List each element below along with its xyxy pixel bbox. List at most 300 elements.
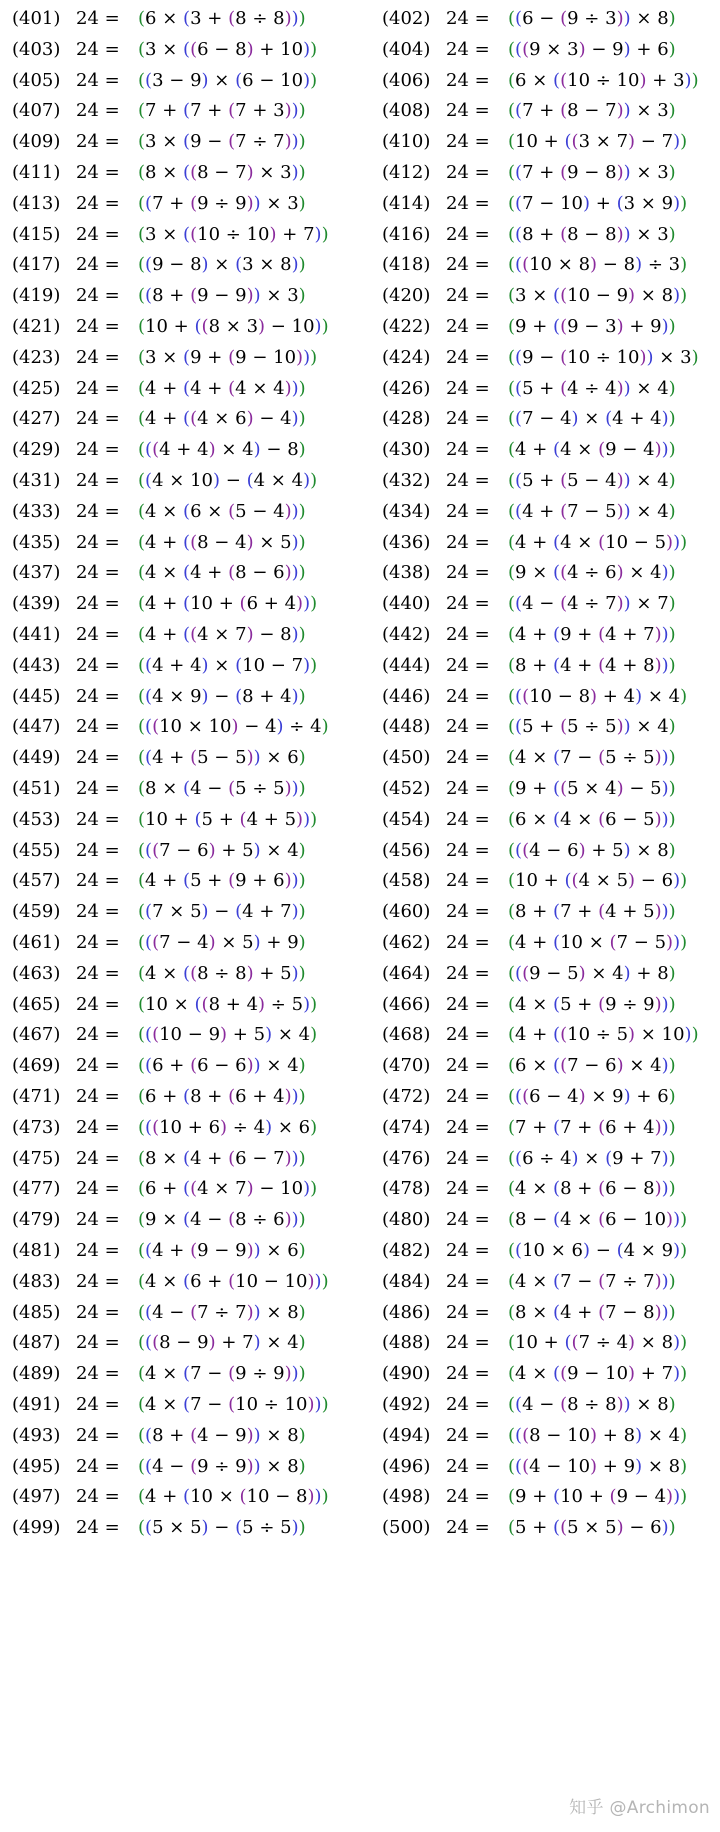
equation-lhs: 24 =: [76, 38, 120, 60]
equation-number: (442): [382, 624, 431, 645]
equation-expression: (((4 + 4) × 4) − 8): [138, 439, 306, 461]
equation-lhs: 24 =: [446, 778, 490, 799]
equation-number: (477): [12, 1178, 61, 1200]
equation-expression: (4 × (7 − (9 ÷ 9))): [138, 1363, 306, 1385]
equation-lhs: 24 =: [76, 377, 120, 399]
equation-expression: (3 × ((10 − 9) × 8)): [508, 285, 688, 307]
equation-expression: ((7 − 10) + (3 × 9)): [508, 192, 688, 214]
equation-number: (499): [12, 1517, 61, 1539]
equation-number: (465): [12, 993, 61, 1015]
equation-lhs: 24 =: [446, 1363, 490, 1385]
equation-lhs: 24 =: [446, 162, 490, 183]
equation-lhs: 24 =: [76, 69, 120, 91]
equation-expression: (((4 − 6) + 5) × 8): [508, 839, 676, 861]
equation-lhs: 24 =: [446, 531, 490, 553]
equation-number: (479): [12, 1209, 61, 1231]
equation-expression: (7 + (7 + (6 + 4))): [508, 1116, 676, 1138]
equation-lhs: 24 =: [76, 162, 120, 183]
equation-number: (475): [12, 1147, 61, 1169]
equation-lhs: 24 =: [76, 346, 120, 368]
equation-lhs: 24 =: [446, 808, 490, 830]
equation-expression: (10 × ((8 + 4) ÷ 5)): [138, 993, 318, 1015]
equation-lhs: 24 =: [76, 654, 120, 676]
watermark: 知乎 @Archimon: [569, 1798, 710, 1818]
equation-number: (481): [12, 1240, 61, 1261]
equation-lhs: 24 =: [446, 254, 490, 276]
equation-lhs: 24 =: [76, 562, 120, 584]
equation-lhs: 24 =: [446, 932, 490, 953]
equation-number: (451): [12, 778, 61, 799]
equation-number: (444): [382, 654, 431, 676]
equation-expression: (((6 − 4) × 9) + 6): [508, 1086, 676, 1107]
equation-number: (470): [382, 1055, 431, 1077]
equation-lhs: 24 =: [446, 38, 490, 60]
equation-number: (476): [382, 1147, 431, 1169]
equation-expression: (4 + ((4 × 7) − 8)): [138, 624, 306, 645]
equation-expression: ((8 + (4 − 9)) × 8): [138, 1424, 306, 1446]
equation-expression: (4 + (10 × (7 − 5))): [508, 932, 688, 953]
equation-lhs: 24 =: [76, 408, 120, 430]
equation-expression: (((4 − 10) + 9) × 8): [508, 1455, 688, 1477]
equation-lhs: 24 =: [446, 1301, 490, 1323]
equation-expression: (((7 − 4) × 5) + 9): [138, 932, 306, 953]
equation-expression: (4 + (4 × (10 − 5))): [508, 531, 688, 553]
equation-lhs: 24 =: [446, 962, 490, 984]
equation-expression: (4 + (4 × (9 − 4))): [508, 439, 676, 461]
equation-number: (423): [12, 346, 61, 368]
equation-number: (492): [382, 1394, 431, 1415]
equation-number: (491): [12, 1394, 61, 1415]
equation-number: (459): [12, 901, 61, 923]
equation-number: (430): [382, 439, 431, 461]
equation-expression: ((6 + (6 − 6)) × 4): [138, 1055, 306, 1077]
equation-lhs: 24 =: [76, 223, 120, 245]
equation-expression: ((6 ÷ 4) × (9 + 7)): [508, 1147, 676, 1169]
equation-lhs: 24 =: [76, 1363, 120, 1385]
equation-number: (462): [382, 932, 431, 953]
equation-expression: (10 + (5 + (4 + 5))): [138, 808, 318, 830]
equation-number: (403): [12, 38, 61, 60]
equation-expression: (8 × ((8 − 7) × 3)): [138, 162, 306, 183]
equation-lhs: 24 =: [76, 285, 120, 307]
equation-number: (449): [12, 747, 61, 769]
equation-lhs: 24 =: [446, 1270, 490, 1292]
equation-expression: (4 + ((8 − 4) × 5)): [138, 531, 306, 553]
equation-number: (439): [12, 593, 61, 615]
equation-expression: (6 + (8 + (6 + 4))): [138, 1086, 306, 1107]
equation-expression: (8 × (4 + (7 − 8))): [508, 1301, 676, 1323]
equation-expression: (10 + ((8 × 3) − 10)): [138, 316, 329, 337]
equation-lhs: 24 =: [76, 8, 120, 29]
equation-expression: ((5 × 5) − (5 ÷ 5)): [138, 1517, 306, 1539]
equation-expression: (((10 + 6) ÷ 4) × 6): [138, 1116, 318, 1138]
equation-lhs: 24 =: [446, 131, 490, 153]
equation-expression: (((9 × 3) − 9) + 6): [508, 38, 676, 60]
equation-lhs: 24 =: [76, 1055, 120, 1077]
equation-lhs: 24 =: [446, 1116, 490, 1138]
equation-number: (419): [12, 285, 61, 307]
equation-lhs: 24 =: [76, 1486, 120, 1508]
equation-expression: ((8 + (9 − 9)) × 3): [138, 285, 306, 307]
equation-number: (416): [382, 223, 431, 245]
equation-expression: (4 × (6 × (5 − 4))): [138, 500, 306, 522]
equation-number: (418): [382, 254, 431, 276]
equation-number: (478): [382, 1178, 431, 1200]
equation-expression: (4 × (7 − (10 ÷ 10))): [138, 1394, 329, 1415]
equation-expression: (3 × ((6 − 8) + 10)): [138, 38, 318, 60]
equation-number: (498): [382, 1486, 431, 1508]
equation-number: (469): [12, 1055, 61, 1077]
equation-number: (429): [12, 439, 61, 461]
equation-lhs: 24 =: [76, 470, 120, 491]
equation-number: (500): [382, 1517, 431, 1539]
equation-lhs: 24 =: [76, 100, 120, 122]
equation-number: (456): [382, 839, 431, 861]
equation-number: (460): [382, 901, 431, 923]
equation-lhs: 24 =: [76, 1209, 120, 1231]
equation-expression: (8 + (7 + (4 + 5))): [508, 901, 676, 923]
equation-number: (472): [382, 1086, 431, 1107]
equation-number: (464): [382, 962, 431, 984]
equation-expression: (((10 − 8) + 4) × 4): [508, 685, 688, 707]
equation-number: (412): [382, 162, 431, 183]
equation-lhs: 24 =: [76, 500, 120, 522]
equation-lhs: 24 =: [76, 932, 120, 953]
equation-expression: ((7 + (8 − 7)) × 3): [508, 100, 676, 122]
equation-lhs: 24 =: [446, 223, 490, 245]
equation-expression: (((7 − 6) + 5) × 4): [138, 839, 306, 861]
equation-lhs: 24 =: [446, 1455, 490, 1477]
equation-number: (408): [382, 100, 431, 122]
equation-lhs: 24 =: [76, 1147, 120, 1169]
equation-lhs: 24 =: [446, 192, 490, 214]
equation-lhs: 24 =: [446, 654, 490, 676]
equation-lhs: 24 =: [446, 316, 490, 337]
equation-expression: ((8 + (8 − 8)) × 3): [508, 223, 676, 245]
equation-number: (432): [382, 470, 431, 491]
equation-number: (455): [12, 839, 61, 861]
equation-expression: (((9 − 5) × 4) + 8): [508, 962, 676, 984]
equation-lhs: 24 =: [446, 1240, 490, 1261]
equation-lhs: 24 =: [76, 1332, 120, 1354]
equation-lhs: 24 =: [446, 1517, 490, 1539]
equation-lhs: 24 =: [446, 1424, 490, 1446]
equation-number: (415): [12, 223, 61, 245]
equation-expression: ((7 + (9 ÷ 9)) × 3): [138, 192, 306, 214]
equation-lhs: 24 =: [76, 624, 120, 645]
equation-expression: ((4 + (7 − 5)) × 4): [508, 500, 676, 522]
equation-expression: (3 × ((10 ÷ 10) + 7)): [138, 223, 329, 245]
equation-number: (435): [12, 531, 61, 553]
equation-lhs: 24 =: [76, 716, 120, 738]
equation-lhs: 24 =: [76, 439, 120, 461]
equation-lhs: 24 =: [76, 1178, 120, 1200]
equation-number: (496): [382, 1455, 431, 1477]
equation-number: (450): [382, 747, 431, 769]
equation-number: (405): [12, 69, 61, 91]
equation-lhs: 24 =: [446, 716, 490, 738]
equation-lhs: 24 =: [446, 1178, 490, 1200]
equation-lhs: 24 =: [446, 593, 490, 615]
equation-expression: (8 − (4 × (6 − 10))): [508, 1209, 688, 1231]
equation-number: (434): [382, 500, 431, 522]
equation-lhs: 24 =: [76, 1240, 120, 1261]
equation-expression: (4 + (9 + (4 + 7))): [508, 624, 676, 645]
equation-number: (483): [12, 1270, 61, 1292]
equation-number: (493): [12, 1424, 61, 1446]
equation-lhs: 24 =: [76, 993, 120, 1015]
equation-expression: (4 × (8 + (6 − 8))): [508, 1178, 676, 1200]
equation-lhs: 24 =: [446, 839, 490, 861]
equation-expression: (8 × (4 − (5 ÷ 5))): [138, 778, 306, 799]
equation-number: (480): [382, 1209, 431, 1231]
equation-expression: (((8 − 9) + 7) × 4): [138, 1332, 306, 1354]
equation-number: (421): [12, 316, 61, 337]
equation-lhs: 24 =: [76, 1455, 120, 1477]
equation-number: (484): [382, 1270, 431, 1292]
equation-lhs: 24 =: [446, 685, 490, 707]
equation-number: (427): [12, 408, 61, 430]
equation-lhs: 24 =: [76, 685, 120, 707]
equation-number: (409): [12, 131, 61, 153]
equation-lhs: 24 =: [76, 131, 120, 153]
equation-expression: (9 + (10 + (9 − 4))): [508, 1486, 688, 1508]
equation-expression: ((5 + (5 ÷ 5)) × 4): [508, 716, 676, 738]
equation-expression: ((5 + (5 − 4)) × 4): [508, 470, 676, 491]
equation-number: (411): [12, 162, 61, 183]
equation-lhs: 24 =: [76, 593, 120, 615]
equation-lhs: 24 =: [446, 1055, 490, 1077]
equation-expression: ((4 × 10) − (4 × 4)): [138, 470, 318, 491]
equation-expression: (10 + ((3 × 7) − 7)): [508, 131, 688, 153]
equation-lhs: 24 =: [446, 624, 490, 645]
equation-number: (407): [12, 100, 61, 122]
equation-expression: (4 × (7 − (7 ÷ 7))): [508, 1270, 676, 1292]
equation-expression: (((10 × 10) − 4) ÷ 4): [138, 716, 329, 738]
equation-expression: (6 + ((4 × 7) − 10)): [138, 1178, 318, 1200]
equation-number: (406): [382, 69, 431, 91]
equation-lhs: 24 =: [76, 1394, 120, 1415]
equation-number: (438): [382, 562, 431, 584]
equation-number: (489): [12, 1363, 61, 1385]
equation-lhs: 24 =: [76, 901, 120, 923]
equation-expression: (4 × (6 + (10 − 10))): [138, 1270, 329, 1292]
equation-number: (443): [12, 654, 61, 676]
equation-expression: ((7 + (9 − 8)) × 3): [508, 162, 676, 183]
equation-lhs: 24 =: [446, 69, 490, 91]
equation-lhs: 24 =: [76, 192, 120, 214]
equation-expression: ((4 − (7 ÷ 7)) × 8): [138, 1301, 306, 1323]
equation-lhs: 24 =: [446, 377, 490, 399]
equation-expression: (9 × ((4 ÷ 6) × 4)): [508, 562, 676, 584]
equation-number: (420): [382, 285, 431, 307]
equation-number: (487): [12, 1332, 61, 1354]
equation-number: (486): [382, 1301, 431, 1323]
equation-expression: ((7 − 4) × (4 + 4)): [508, 408, 676, 430]
equation-number: (424): [382, 346, 431, 368]
equation-lhs: 24 =: [446, 1086, 490, 1107]
equation-lhs: 24 =: [446, 870, 490, 892]
equation-lhs: 24 =: [446, 993, 490, 1015]
equation-lhs: 24 =: [446, 1147, 490, 1169]
equation-number: (446): [382, 685, 431, 707]
equation-expression: (6 × (4 × (6 − 5))): [508, 808, 676, 830]
equation-lhs: 24 =: [76, 839, 120, 861]
equation-expression: (6 × ((7 − 6) × 4)): [508, 1055, 676, 1077]
equation-number: (401): [12, 8, 61, 29]
equation-lhs: 24 =: [446, 1332, 490, 1354]
equation-number: (417): [12, 254, 61, 276]
equation-lhs: 24 =: [76, 778, 120, 799]
equation-expression: ((4 × 9) − (8 + 4)): [138, 685, 306, 707]
equation-number: (425): [12, 377, 61, 399]
equation-expression: ((9 − (10 ÷ 10)) × 3): [508, 346, 699, 368]
equation-expression: ((4 + (5 − 5)) × 6): [138, 747, 306, 769]
equation-lhs: 24 =: [446, 1209, 490, 1231]
equation-expression: (4 + (10 + (6 + 4))): [138, 593, 318, 615]
equation-lhs: 24 =: [76, 316, 120, 337]
equation-expression: (8 × (4 + (6 − 7))): [138, 1147, 306, 1169]
equation-number: (437): [12, 562, 61, 584]
equation-number: (473): [12, 1116, 61, 1138]
equation-number: (497): [12, 1486, 61, 1508]
equation-number: (457): [12, 870, 61, 892]
equation-expression: (8 + (4 + (4 + 8))): [508, 654, 676, 676]
equation-lhs: 24 =: [76, 1517, 120, 1539]
equation-number: (404): [382, 38, 431, 60]
equation-lhs: 24 =: [76, 1270, 120, 1292]
equation-lhs: 24 =: [76, 254, 120, 276]
equation-lhs: 24 =: [446, 346, 490, 368]
equation-number: (463): [12, 962, 61, 984]
equation-expression: (4 + ((10 ÷ 5) × 10)): [508, 1024, 699, 1046]
equation-expression: (3 × (9 − (7 ÷ 7))): [138, 131, 306, 153]
equation-number: (433): [12, 500, 61, 522]
equation-expression: (10 + ((4 × 5) − 6)): [508, 870, 688, 892]
equation-expression: ((9 − 8) × (3 × 8)): [138, 254, 306, 276]
equation-expression: (4 × (7 − (5 ÷ 5))): [508, 747, 676, 769]
equation-lhs: 24 =: [76, 531, 120, 553]
equation-lhs: 24 =: [76, 1086, 120, 1107]
equation-lhs: 24 =: [76, 1301, 120, 1323]
equation-lhs: 24 =: [76, 870, 120, 892]
equation-number: (488): [382, 1332, 431, 1354]
equation-lhs: 24 =: [76, 1424, 120, 1446]
equation-number: (426): [382, 377, 431, 399]
equation-number: (413): [12, 192, 61, 214]
equation-expression: (4 + (10 × (10 − 8))): [138, 1486, 329, 1508]
equation-expression: ((3 − 9) × (6 − 10)): [138, 69, 318, 91]
equation-number: (494): [382, 1424, 431, 1446]
equation-expression: ((4 − (4 ÷ 7)) × 7): [508, 593, 676, 615]
equation-expression: (10 + ((7 ÷ 4) × 8)): [508, 1332, 688, 1354]
equation-number: (490): [382, 1363, 431, 1385]
equation-number: (414): [382, 192, 431, 214]
equation-lhs: 24 =: [76, 808, 120, 830]
equation-number: (485): [12, 1301, 61, 1323]
equation-lhs: 24 =: [76, 1024, 120, 1046]
equation-number: (448): [382, 716, 431, 738]
equation-number: (466): [382, 993, 431, 1015]
equation-number: (461): [12, 932, 61, 953]
equation-lhs: 24 =: [76, 1116, 120, 1138]
equation-expression: (4 + ((4 × 6) − 4)): [138, 408, 306, 430]
equation-expression: ((5 + (4 ÷ 4)) × 4): [508, 377, 676, 399]
equation-expression: (((10 − 9) + 5) × 4): [138, 1024, 318, 1046]
equation-number: (447): [12, 716, 61, 738]
equation-number: (410): [382, 131, 431, 153]
equation-expression: (4 + (5 + (9 + 6))): [138, 870, 306, 892]
equation-expression: ((4 − (9 ÷ 9)) × 8): [138, 1455, 306, 1477]
equation-expression: (9 + ((9 − 3) + 9)): [508, 316, 676, 337]
equation-expression: (9 + ((5 × 4) − 5)): [508, 778, 676, 799]
equation-expression: ((6 − (9 ÷ 3)) × 8): [508, 8, 676, 29]
equation-number: (431): [12, 470, 61, 491]
equation-number: (453): [12, 808, 61, 830]
equation-number: (440): [382, 593, 431, 615]
equation-number: (482): [382, 1240, 431, 1261]
equation-lhs: 24 =: [76, 747, 120, 769]
equation-lhs: 24 =: [446, 439, 490, 461]
equation-number: (402): [382, 8, 431, 29]
equation-expression: (7 + (7 + (7 + 3))): [138, 100, 306, 122]
equation-lhs: 24 =: [446, 408, 490, 430]
equation-number: (454): [382, 808, 431, 830]
equation-lhs: 24 =: [446, 8, 490, 29]
equation-expression: (4 × ((8 ÷ 8) + 5)): [138, 962, 306, 984]
equation-lhs: 24 =: [446, 470, 490, 491]
equation-expression: ((4 + (9 − 9)) × 6): [138, 1240, 306, 1261]
equation-lhs: 24 =: [446, 1394, 490, 1415]
equation-expression: (6 × ((10 ÷ 10) + 3)): [508, 69, 699, 91]
equation-number: (495): [12, 1455, 61, 1477]
equation-expression: (((8 − 10) + 8) × 4): [508, 1424, 688, 1446]
equation-expression: (4 × (5 + (9 ÷ 9))): [508, 993, 676, 1015]
equation-expression: (4 × ((9 − 10) + 7)): [508, 1363, 688, 1385]
equation-expression: (6 × (3 + (8 ÷ 8))): [138, 8, 306, 29]
equation-expression: ((4 + 4) × (10 − 7)): [138, 654, 318, 676]
equation-number: (436): [382, 531, 431, 553]
equation-expression: (3 × (9 + (9 − 10))): [138, 346, 318, 368]
equation-number: (468): [382, 1024, 431, 1046]
equation-number: (422): [382, 316, 431, 337]
equation-lhs: 24 =: [76, 962, 120, 984]
equation-lhs: 24 =: [446, 500, 490, 522]
equation-number: (471): [12, 1086, 61, 1107]
equation-number: (474): [382, 1116, 431, 1138]
equation-expression: ((7 × 5) − (4 + 7)): [138, 901, 306, 923]
equation-number: (441): [12, 624, 61, 645]
equation-expression: (5 + ((5 × 5) − 6)): [508, 1517, 676, 1539]
equation-lhs: 24 =: [446, 747, 490, 769]
equation-number: (428): [382, 408, 431, 430]
equation-expression: (4 + (4 + (4 × 4))): [138, 377, 306, 399]
equation-lhs: 24 =: [446, 1024, 490, 1046]
equation-lhs: 24 =: [446, 100, 490, 122]
equation-number: (467): [12, 1024, 61, 1046]
equation-lhs: 24 =: [446, 562, 490, 584]
equation-number: (445): [12, 685, 61, 707]
equation-lhs: 24 =: [446, 1486, 490, 1508]
equation-lhs: 24 =: [446, 285, 490, 307]
equation-expression: ((4 − (8 ÷ 8)) × 8): [508, 1394, 676, 1415]
equation-number: (452): [382, 778, 431, 799]
equation-number: (458): [382, 870, 431, 892]
equation-lhs: 24 =: [446, 901, 490, 923]
equation-expression: (9 × (4 − (8 ÷ 6))): [138, 1209, 306, 1231]
equation-expression: (4 × (4 + (8 − 6))): [138, 562, 306, 584]
equation-expression: ((10 × 6) − (4 × 9)): [508, 1240, 688, 1261]
